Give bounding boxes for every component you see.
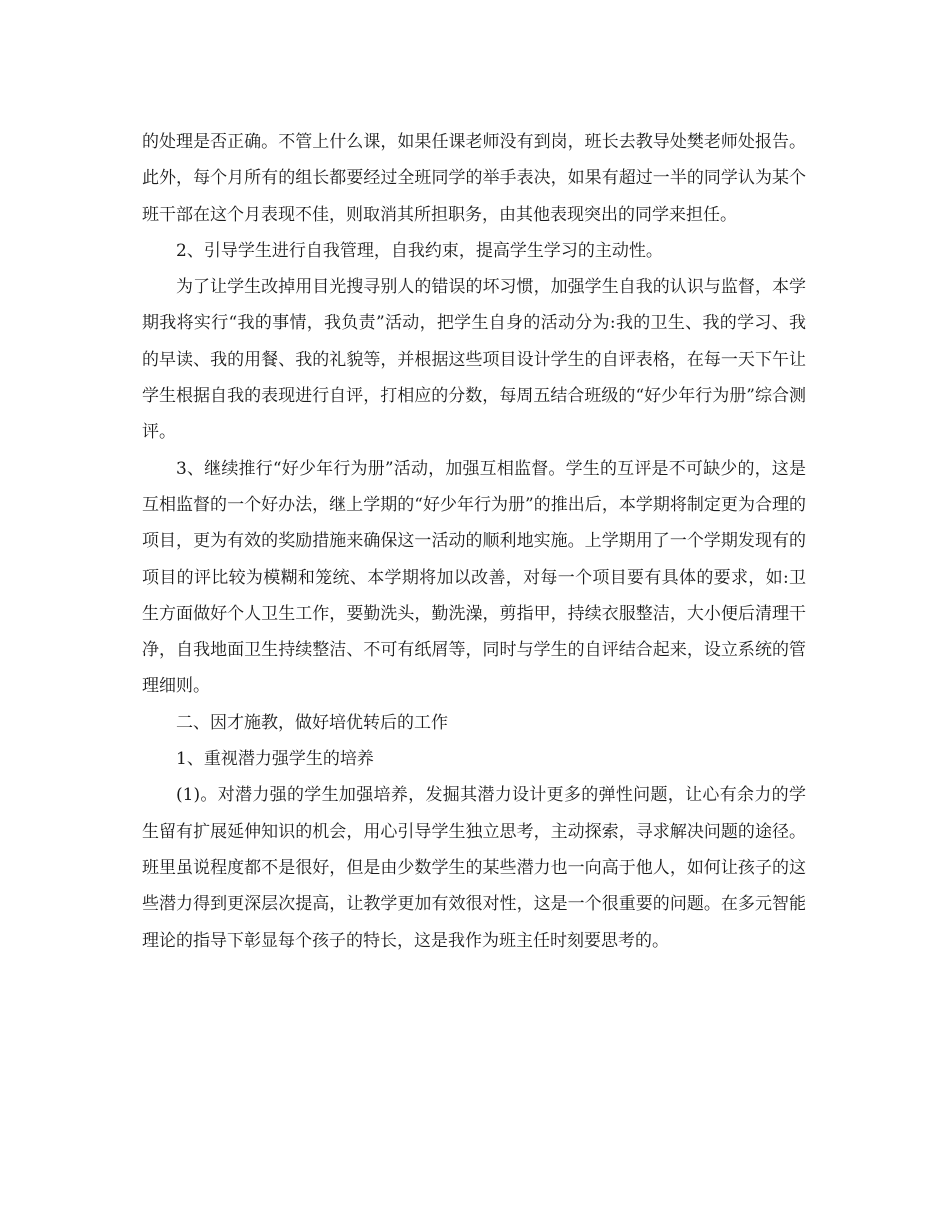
paragraph-class-leader-duties: 的处理是否正确。不管上什么课，如果任课老师没有到岗，班长去教导处樊老师处报告。此外，每个月所有的组长都要经过全班同学的举手表决，如果有超过一半的同学认为某个班干部在这个月表现不佳，则取消其所担职务，由其他表现突出的同学来担任。 bbox=[142, 132, 806, 225]
subheading-potential-students: 1、重视潜力强学生的培养 bbox=[176, 749, 374, 770]
paragraph-potential-cultivation: (1)。对潜力强的学生加强培养，发掘其潜力设计更多的弹性问题，让心有余力的学生留有扩展延伸知识的机会，用心引导学生独立思考，主动探索，寻求解决问题的途径。班里虽说程度都不是很好，但是由少数学生的某些潜力也一向高于他人，如何让孩子的这些潜力得到更深层次提高，让教学更加有效很对性，这是一个很重要的问题。在多元智能理论的指导下彰显每个孩子的特长，这是我作为班主任时刻要思考的。 bbox=[142, 785, 806, 951]
paragraph-behavior-book: 3、继续推行“好少年行为册”活动，加强互相监督。学生的互评是不可缺少的，这是互相监督的一个好办法，继上学期的“好少年行为册”的推出后，本学期将制定更为合理的项目，更为有效的奖励措施来确保这一活动的顺利地实施。上学期用了一个学期发现有的项目的评比较为模糊和笼统、本学期将加以改善，对每一个项目要有具体的要求，如:卫生方面做好个人卫生工作，要勤洗头，勤洗澡，剪指甲，持续衣服整洁，大小便后清理干净，自我地面卫生持续整洁、不可有纸屑等，同时与学生的自评结合起来，设立系统的管理细则。 bbox=[142, 458, 806, 697]
document-page bbox=[142, 124, 806, 959]
paragraph-heading-self-management: 2、引导学生进行自我管理，自我约束，提高学生学习的主动性。 bbox=[176, 240, 663, 261]
paragraph-self-evaluation: 为了让学生改掉用目光搜寻别人的错误的坏习惯，加强学生自我的认识与监督，本学期我将实行“我的事情，我负责”活动，把学生自身的活动分为:我的卫生、我的学习、我的早读、我的用餐、我的礼貌等，并根据这些项目设计学生的自评表格，在每一天下午让学生根据自我的表现进行自评，打相应的分数，每周五结合班级的“好少年行为册”综合测评。 bbox=[142, 277, 806, 443]
section-heading-teaching: 二、因才施教，做好培优转后的工作 bbox=[176, 712, 448, 733]
